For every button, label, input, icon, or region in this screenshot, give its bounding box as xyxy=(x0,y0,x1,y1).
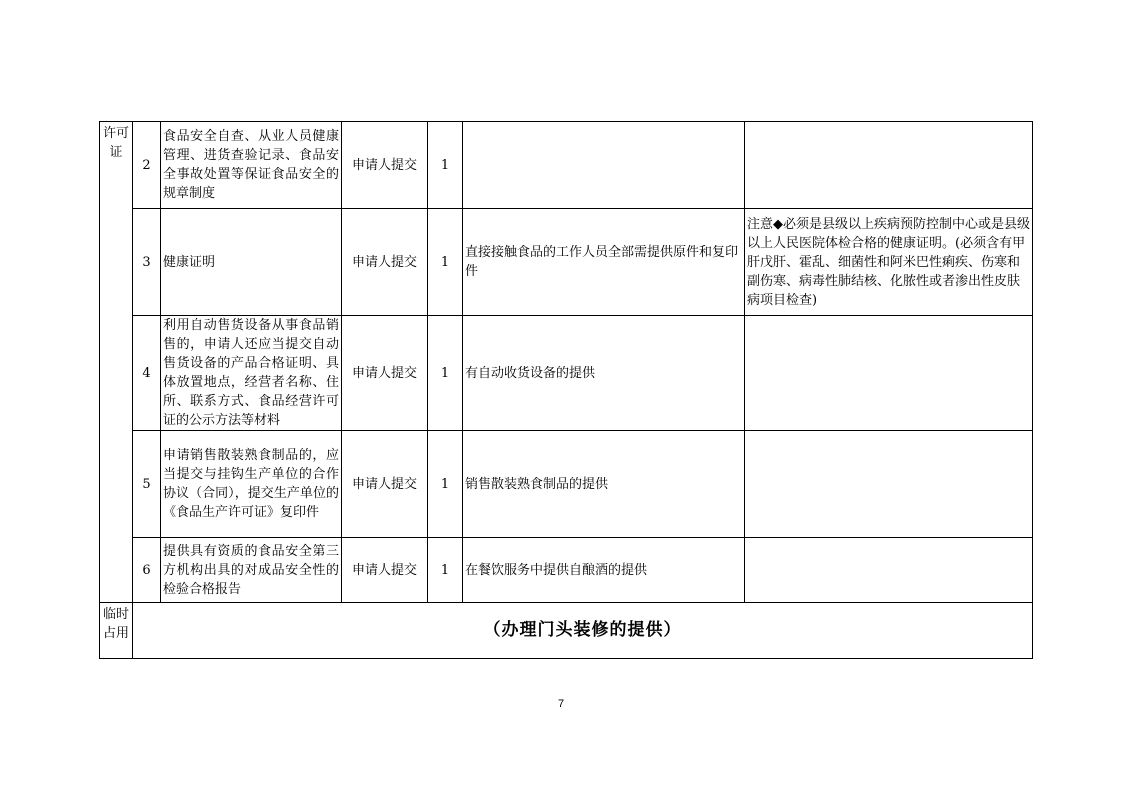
category-cell-license: 许可证 xyxy=(100,122,133,603)
category-cell-temp: 临时占用 xyxy=(100,603,133,659)
row-number: 3 xyxy=(133,209,161,316)
material-source: 申请人提交 xyxy=(342,538,428,603)
material-name: 提供具有资质的食品安全第三方机构出具的对成品安全性的检验合格报告 xyxy=(161,538,342,603)
material-note xyxy=(745,122,1033,209)
material-name: 食品安全自查、从业人员健康管理、进货查验记录、食品安全事故处置等保证食品安全的规章制度 xyxy=(161,122,342,209)
material-count: 1 xyxy=(428,431,463,538)
row-number: 4 xyxy=(133,316,161,431)
table-row xyxy=(100,122,1033,209)
row-number: 5 xyxy=(133,431,161,538)
table-row xyxy=(100,316,1033,431)
material-condition xyxy=(463,122,745,209)
material-condition: 直接接触食品的工作人员全部需提供原件和复印件 xyxy=(463,209,745,316)
material-condition: 销售散装熟食制品的提供 xyxy=(463,431,745,538)
temp-occupation-banner: （办理门头装修的提供） xyxy=(133,603,1033,659)
row-number: 6 xyxy=(133,538,161,603)
material-note xyxy=(745,538,1033,603)
material-condition: 有自动收货设备的提供 xyxy=(463,316,745,431)
material-count: 1 xyxy=(428,209,463,316)
table-row xyxy=(100,431,1033,538)
material-name: 利用自动售货设备从事食品销售的，申请人还应当提交自动售货设备的产品合格证明、具体放置地点，经营者名称、住所、联系方式、食品经营许可证的公示方法等材料 xyxy=(161,316,342,431)
material-count: 1 xyxy=(428,122,463,209)
table-row xyxy=(100,603,1033,659)
material-source: 申请人提交 xyxy=(342,431,428,538)
material-source: 申请人提交 xyxy=(342,122,428,209)
row-number: 2 xyxy=(133,122,161,209)
material-count: 1 xyxy=(428,316,463,431)
material-note xyxy=(745,431,1033,538)
material-name: 健康证明 xyxy=(161,209,342,316)
table-row xyxy=(100,209,1033,316)
material-note xyxy=(745,316,1033,431)
materials-table xyxy=(99,121,1033,659)
material-source: 申请人提交 xyxy=(342,316,428,431)
material-condition: 在餐饮服务中提供自酿酒的提供 xyxy=(463,538,745,603)
page-number: 7 xyxy=(557,698,565,710)
material-name: 申请销售散装熟食制品的，应当提交与挂钩生产单位的合作协议（合同），提交生产单位的《食品生产许可证》复印件 xyxy=(161,431,342,538)
material-count: 1 xyxy=(428,538,463,603)
material-source: 申请人提交 xyxy=(342,209,428,316)
table-row xyxy=(100,538,1033,603)
material-note: 注意◆必须是县级以上疾病预防控制中心或是县级以上人民医院体检合格的健康证明。(必须含有甲肝戊肝、霍乱、细菌性和阿米巴性痢疾、伤寒和副伤寒、病毒性肺结核、化脓性或者渗出性皮肤病项目检查) xyxy=(745,209,1033,316)
